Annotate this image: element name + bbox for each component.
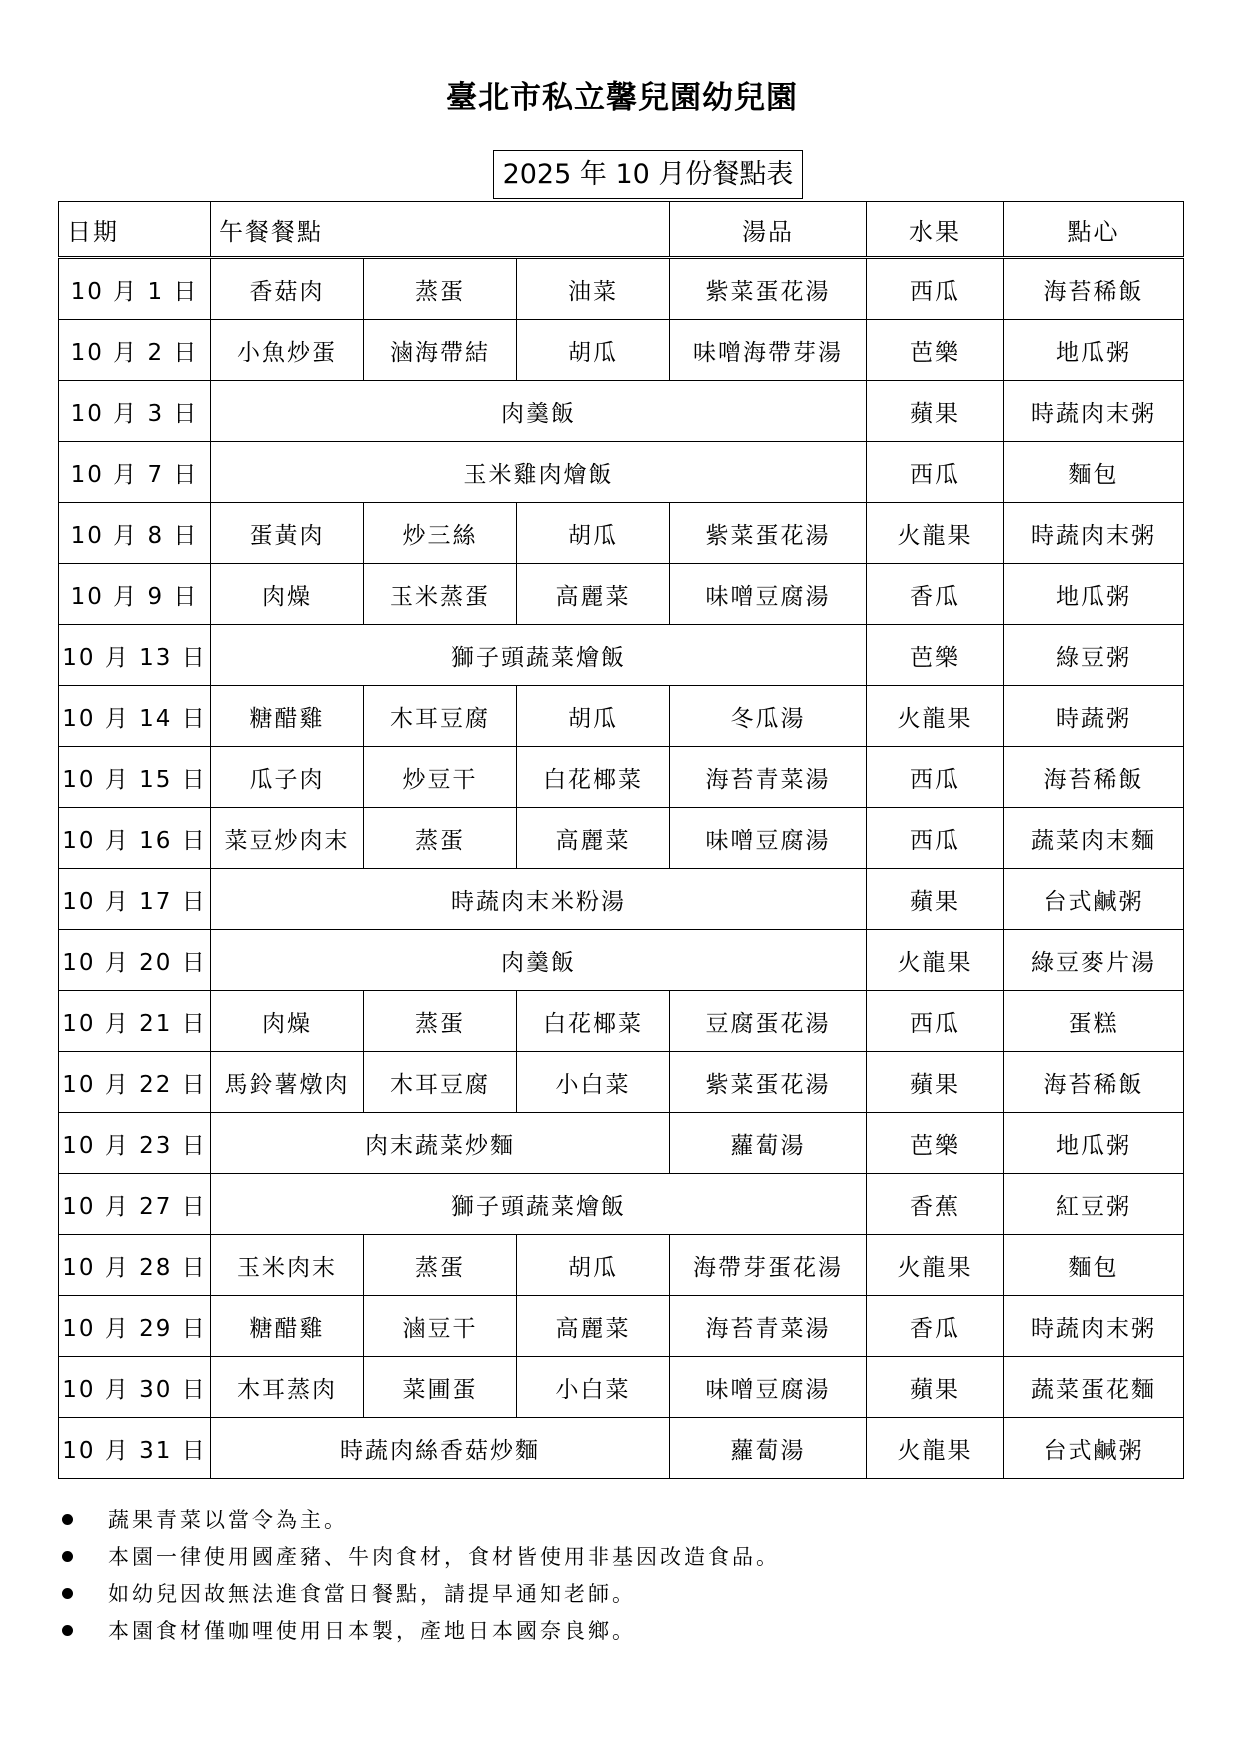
dish-cell: 蛋黃肉 bbox=[211, 503, 364, 564]
table-row bbox=[59, 1357, 1184, 1418]
dish-cell: 高麗菜 bbox=[517, 1296, 670, 1357]
fruit-cell: 蘋果 bbox=[867, 1357, 1004, 1418]
menu-body bbox=[59, 258, 1184, 1479]
date-cell: 10 月 9 日 bbox=[59, 564, 211, 625]
fruit-cell: 西瓜 bbox=[867, 991, 1004, 1052]
date-cell: 10 月 27 日 bbox=[59, 1174, 211, 1235]
dish-cell: 糖醋雞 bbox=[211, 686, 364, 747]
soup-cell: 蘿蔔湯 bbox=[670, 1113, 867, 1174]
date-cell: 10 月 3 日 bbox=[59, 381, 211, 442]
soup-cell: 海帶芽蛋花湯 bbox=[670, 1235, 867, 1296]
fruit-cell: 火龍果 bbox=[867, 686, 1004, 747]
dish-cell: 菜圃蛋 bbox=[364, 1357, 517, 1418]
dish-cell: 炒三絲 bbox=[364, 503, 517, 564]
fruit-cell: 西瓜 bbox=[867, 808, 1004, 869]
date-cell: 10 月 15 日 bbox=[59, 747, 211, 808]
date-cell: 10 月 1 日 bbox=[59, 258, 211, 320]
date-cell: 10 月 16 日 bbox=[59, 808, 211, 869]
dish-cell: 高麗菜 bbox=[517, 564, 670, 625]
snack-cell: 地瓜粥 bbox=[1004, 564, 1184, 625]
date-cell: 10 月 30 日 bbox=[59, 1357, 211, 1418]
dish-cell: 滷豆干 bbox=[364, 1296, 517, 1357]
menu-title: 2025 年 10 月份餐點表 bbox=[493, 150, 803, 199]
dish-cell: 肉燥 bbox=[211, 564, 364, 625]
dish-cell: 馬鈴薯燉肉 bbox=[211, 1052, 364, 1113]
fruit-cell: 蘋果 bbox=[867, 381, 1004, 442]
table-row bbox=[59, 625, 1184, 686]
date-cell: 10 月 2 日 bbox=[59, 320, 211, 381]
dish-cell: 獅子頭蔬菜燴飯 bbox=[211, 625, 867, 686]
dish-cell: 蒸蛋 bbox=[364, 991, 517, 1052]
dish-cell: 菜豆炒肉末 bbox=[211, 808, 364, 869]
table-row bbox=[59, 1113, 1184, 1174]
dish-cell: 木耳豆腐 bbox=[364, 686, 517, 747]
fruit-cell: 西瓜 bbox=[867, 747, 1004, 808]
table-row bbox=[59, 1418, 1184, 1479]
soup-cell: 紫菜蛋花湯 bbox=[670, 258, 867, 320]
dish-cell: 蒸蛋 bbox=[364, 258, 517, 320]
dish-cell: 小白菜 bbox=[517, 1357, 670, 1418]
table-row bbox=[59, 1296, 1184, 1357]
fruit-cell: 芭樂 bbox=[867, 1113, 1004, 1174]
fruit-cell: 蘋果 bbox=[867, 1052, 1004, 1113]
date-cell: 10 月 7 日 bbox=[59, 442, 211, 503]
snack-cell: 時蔬肉末粥 bbox=[1004, 503, 1184, 564]
dish-cell: 高麗菜 bbox=[517, 808, 670, 869]
table-row bbox=[59, 747, 1184, 808]
table-row bbox=[59, 320, 1184, 381]
table-row bbox=[59, 808, 1184, 869]
date-cell: 10 月 17 日 bbox=[59, 869, 211, 930]
fruit-cell: 火龍果 bbox=[867, 930, 1004, 991]
snack-cell: 海苔稀飯 bbox=[1004, 258, 1184, 320]
fruit-cell: 芭樂 bbox=[867, 625, 1004, 686]
date-cell: 10 月 31 日 bbox=[59, 1418, 211, 1479]
soup-cell: 味噌豆腐湯 bbox=[670, 1357, 867, 1418]
table-row bbox=[59, 564, 1184, 625]
fruit-cell: 蘋果 bbox=[867, 869, 1004, 930]
date-cell: 10 月 8 日 bbox=[59, 503, 211, 564]
snack-cell: 海苔稀飯 bbox=[1004, 747, 1184, 808]
snack-cell: 蛋糕 bbox=[1004, 991, 1184, 1052]
dish-cell: 玉米肉末 bbox=[211, 1235, 364, 1296]
table-row bbox=[59, 1174, 1184, 1235]
soup-cell: 蘿蔔湯 bbox=[670, 1418, 867, 1479]
note-item: 如幼兒因故無法進食當日餐點，請提早通知老師。 bbox=[58, 1576, 1158, 1613]
dish-cell: 炒豆干 bbox=[364, 747, 517, 808]
dish-cell: 胡瓜 bbox=[517, 1235, 670, 1296]
header-fruit: 水果 bbox=[867, 202, 1004, 258]
snack-cell: 蔬菜蛋花麵 bbox=[1004, 1357, 1184, 1418]
dish-cell: 肉羹飯 bbox=[211, 381, 867, 442]
header-soup: 湯品 bbox=[670, 202, 867, 258]
dish-cell: 玉米蒸蛋 bbox=[364, 564, 517, 625]
dish-cell: 胡瓜 bbox=[517, 686, 670, 747]
table-row bbox=[59, 381, 1184, 442]
notes-list bbox=[58, 1502, 1158, 1650]
menu-table bbox=[58, 201, 1184, 1479]
dish-cell: 瓜子肉 bbox=[211, 747, 364, 808]
header-row bbox=[59, 202, 1184, 258]
soup-cell: 豆腐蛋花湯 bbox=[670, 991, 867, 1052]
dish-cell: 獅子頭蔬菜燴飯 bbox=[211, 1174, 867, 1235]
header-snack: 點心 bbox=[1004, 202, 1184, 258]
date-cell: 10 月 14 日 bbox=[59, 686, 211, 747]
dish-cell: 小白菜 bbox=[517, 1052, 670, 1113]
snack-cell: 綠豆粥 bbox=[1004, 625, 1184, 686]
dish-cell: 白花椰菜 bbox=[517, 991, 670, 1052]
dish-cell: 玉米雞肉燴飯 bbox=[211, 442, 867, 503]
dish-cell: 糖醋雞 bbox=[211, 1296, 364, 1357]
school-title: 臺北市私立馨兒園幼兒園 bbox=[446, 80, 798, 116]
soup-cell: 味噌豆腐湯 bbox=[670, 808, 867, 869]
snack-cell: 台式鹹粥 bbox=[1004, 869, 1184, 930]
dish-cell: 滷海帶結 bbox=[364, 320, 517, 381]
snack-cell: 時蔬粥 bbox=[1004, 686, 1184, 747]
soup-cell: 味噌海帶芽湯 bbox=[670, 320, 867, 381]
date-cell: 10 月 23 日 bbox=[59, 1113, 211, 1174]
snack-cell: 蔬菜肉末麵 bbox=[1004, 808, 1184, 869]
soup-cell: 海苔青菜湯 bbox=[670, 1296, 867, 1357]
snack-cell: 紅豆粥 bbox=[1004, 1174, 1184, 1235]
fruit-cell: 芭樂 bbox=[867, 320, 1004, 381]
soup-cell: 紫菜蛋花湯 bbox=[670, 1052, 867, 1113]
snack-cell: 地瓜粥 bbox=[1004, 1113, 1184, 1174]
date-cell: 10 月 13 日 bbox=[59, 625, 211, 686]
fruit-cell: 西瓜 bbox=[867, 442, 1004, 503]
snack-cell: 台式鹹粥 bbox=[1004, 1418, 1184, 1479]
table-row bbox=[59, 1235, 1184, 1296]
table-row bbox=[59, 930, 1184, 991]
table-row bbox=[59, 869, 1184, 930]
dish-cell: 蒸蛋 bbox=[364, 1235, 517, 1296]
dish-cell: 木耳蒸肉 bbox=[211, 1357, 364, 1418]
snack-cell: 時蔬肉末粥 bbox=[1004, 381, 1184, 442]
date-cell: 10 月 29 日 bbox=[59, 1296, 211, 1357]
table-row bbox=[59, 503, 1184, 564]
table-row bbox=[59, 686, 1184, 747]
snack-cell: 海苔稀飯 bbox=[1004, 1052, 1184, 1113]
fruit-cell: 香瓜 bbox=[867, 1296, 1004, 1357]
fruit-cell: 香蕉 bbox=[867, 1174, 1004, 1235]
snack-cell: 麵包 bbox=[1004, 1235, 1184, 1296]
header-lunch: 午餐餐點 bbox=[211, 202, 670, 258]
date-cell: 10 月 22 日 bbox=[59, 1052, 211, 1113]
fruit-cell: 火龍果 bbox=[867, 503, 1004, 564]
soup-cell: 紫菜蛋花湯 bbox=[670, 503, 867, 564]
table-row bbox=[59, 258, 1184, 320]
date-cell: 10 月 21 日 bbox=[59, 991, 211, 1052]
snack-cell: 麵包 bbox=[1004, 442, 1184, 503]
dish-cell: 香菇肉 bbox=[211, 258, 364, 320]
dish-cell: 時蔬肉絲香菇炒麵 bbox=[211, 1418, 670, 1479]
fruit-cell: 火龍果 bbox=[867, 1418, 1004, 1479]
snack-cell: 時蔬肉末粥 bbox=[1004, 1296, 1184, 1357]
note-item: 蔬果青菜以當令為主。 bbox=[58, 1502, 1158, 1539]
dish-cell: 肉羹飯 bbox=[211, 930, 867, 991]
date-cell: 10 月 28 日 bbox=[59, 1235, 211, 1296]
dish-cell: 木耳豆腐 bbox=[364, 1052, 517, 1113]
dish-cell: 肉末蔬菜炒麵 bbox=[211, 1113, 670, 1174]
note-item: 本園一律使用國產豬、牛肉食材，食材皆使用非基因改造食品。 bbox=[58, 1539, 1158, 1576]
soup-cell: 味噌豆腐湯 bbox=[670, 564, 867, 625]
fruit-cell: 火龍果 bbox=[867, 1235, 1004, 1296]
header-date: 日期 bbox=[59, 202, 211, 258]
table-row bbox=[59, 442, 1184, 503]
fruit-cell: 香瓜 bbox=[867, 564, 1004, 625]
dish-cell: 肉燥 bbox=[211, 991, 364, 1052]
soup-cell: 冬瓜湯 bbox=[670, 686, 867, 747]
dish-cell: 白花椰菜 bbox=[517, 747, 670, 808]
dish-cell: 胡瓜 bbox=[517, 503, 670, 564]
table-row bbox=[59, 991, 1184, 1052]
soup-cell: 海苔青菜湯 bbox=[670, 747, 867, 808]
dish-cell: 時蔬肉末米粉湯 bbox=[211, 869, 867, 930]
date-cell: 10 月 20 日 bbox=[59, 930, 211, 991]
fruit-cell: 西瓜 bbox=[867, 258, 1004, 320]
dish-cell: 油菜 bbox=[517, 258, 670, 320]
note-item: 本園食材僅咖哩使用日本製，產地日本國奈良鄉。 bbox=[58, 1613, 1158, 1650]
dish-cell: 胡瓜 bbox=[517, 320, 670, 381]
dish-cell: 蒸蛋 bbox=[364, 808, 517, 869]
table-row bbox=[59, 1052, 1184, 1113]
snack-cell: 綠豆麥片湯 bbox=[1004, 930, 1184, 991]
dish-cell: 小魚炒蛋 bbox=[211, 320, 364, 381]
snack-cell: 地瓜粥 bbox=[1004, 320, 1184, 381]
